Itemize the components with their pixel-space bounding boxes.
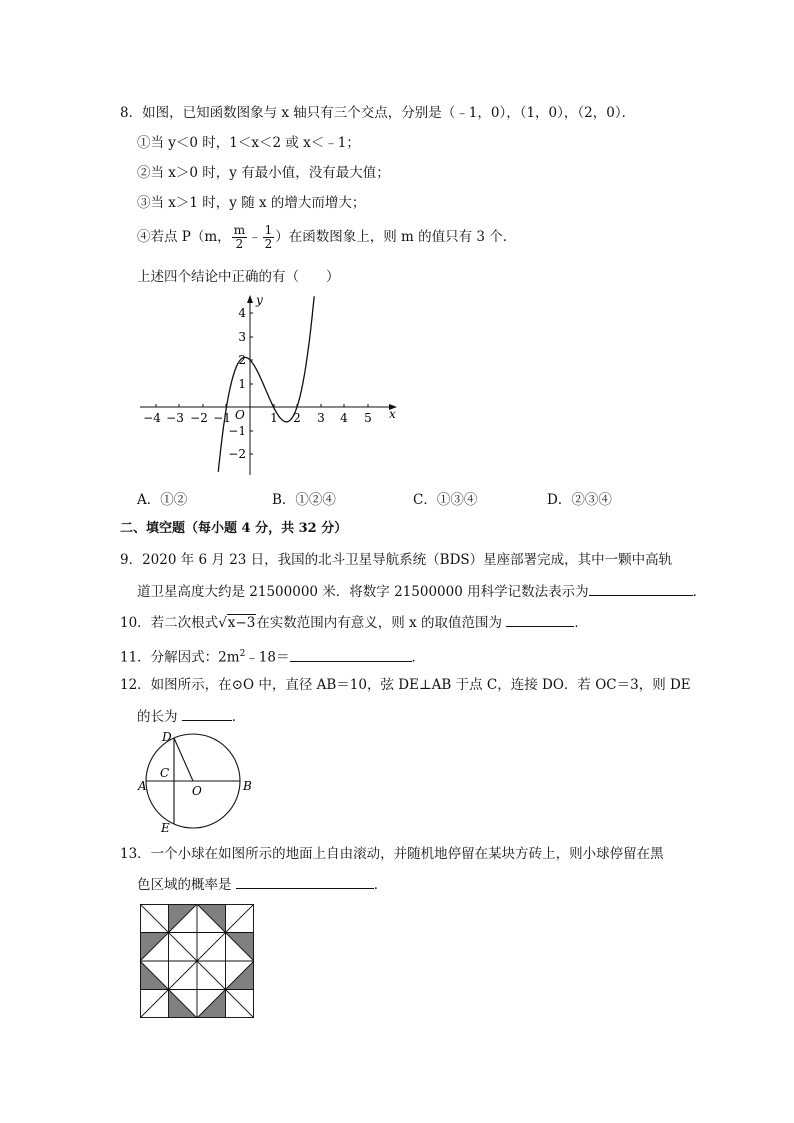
x-axis-label: x [389, 407, 396, 421]
y-tick-label: 3 [238, 330, 246, 344]
circle-diagram [135, 728, 265, 838]
q11-answer-blank[interactable] [290, 648, 412, 662]
x-tick-label: −4 [143, 411, 161, 425]
x-tick-label: 3 [317, 411, 325, 425]
q8-frac2-denominator: 2 [264, 237, 273, 251]
x-tick-label: −1 [213, 411, 231, 425]
q11-suffix: ﹣18＝ [245, 649, 290, 666]
q8-s4-prefix: ④若点 P（m， [137, 229, 231, 245]
q8-fraction-m-over-2 [232, 224, 247, 251]
label-a: A [138, 779, 147, 793]
y-tick-label: 1 [238, 377, 246, 391]
y-tick-label: −2 [228, 447, 246, 461]
q8-frac1-numerator: m [233, 223, 246, 237]
q11-exponent: 2 [239, 649, 246, 659]
function-curve [218, 296, 314, 472]
q8-option-c[interactable]: C．①③④ [413, 492, 478, 508]
label-e: E [161, 821, 170, 835]
q10-suffix: 在实数范围内有意义，则 x 的取值范围为 [256, 615, 503, 631]
x-tick-label: 5 [364, 411, 372, 425]
q10-prefix: 10．若二次根式 [120, 615, 219, 631]
label-o: O [192, 784, 202, 798]
q13-answer-blank[interactable] [236, 875, 374, 889]
function-graph [135, 290, 405, 480]
q8-option-d[interactable]: D．②③④ [547, 492, 612, 508]
q8-statement-4 [137, 224, 516, 251]
q13-line-1: 13．一个小球在如图所示的地面上自由滚动，并随机地停留在某块方砖上，则小球停留在黑 [120, 846, 664, 862]
segment-do [174, 738, 193, 781]
sqrt-radicand: x−3 [227, 615, 256, 631]
q10-line [120, 613, 588, 632]
q11-end: ． [411, 649, 425, 666]
y-tick-label: 2 [238, 353, 246, 367]
q12-line-2 [137, 707, 245, 726]
q11-line [120, 645, 425, 667]
q9-line-2-text: 道卫星高度大约是 21500000 米．将数字 21500000 用科学记数法表示为 [137, 584, 589, 600]
q12-answer-blank[interactable] [182, 707, 232, 721]
q11-prefix: 11．分解因式：2m [120, 649, 240, 666]
q8-frac1-denominator: 2 [235, 237, 244, 251]
q8-option-a[interactable]: A．①② [137, 492, 188, 508]
q12-line-2-text: 的长为 [137, 709, 178, 725]
y-tick-label: 4 [238, 306, 246, 320]
q8-frac2-numerator: 1 [264, 223, 273, 237]
q10-end: ． [574, 615, 588, 631]
q9-line-1: 9．2020 年 6 月 23 日，我国的北斗卫星导航系统（BDS）星座部署完成，其中一颗中高轨 [120, 552, 673, 568]
x-tick-label: −2 [190, 411, 208, 425]
q12-end: ． [231, 709, 246, 725]
q13-line-2 [137, 875, 387, 894]
q8-statement-3: ③当 x＞1 时，y 随 x 的增大而增大； [137, 195, 366, 211]
x-tick-label: 1 [270, 411, 278, 425]
q8-question: 上述四个结论中正确的有（ ） [137, 269, 340, 285]
sqrt-expression: √x−3 [218, 615, 256, 631]
section-2-title: 二、填空题（每小题 4 分，共 32 分） [120, 521, 348, 536]
q8-statement-2: ②当 x＞0 时，y 有最小值，没有最大值； [137, 165, 390, 181]
y-axis-arrow [247, 295, 253, 303]
x-tick-label: 4 [340, 411, 348, 425]
q13-end: ． [373, 877, 388, 893]
label-b: B [243, 779, 252, 793]
q8-fraction-1-over-2 [263, 224, 275, 251]
q8-s4-minus: ﹣ [248, 229, 262, 245]
tile-pattern [140, 904, 254, 1018]
label-d: D [162, 730, 172, 744]
q9-line-2 [137, 582, 706, 601]
q8-s4-suffix: ）在函数图象上，则 m 的值只有 3 个． [275, 229, 517, 245]
x-tick-label: 2 [293, 411, 301, 425]
q9-answer-blank[interactable] [589, 582, 693, 596]
q13-line-2-text: 色区域的概率是 [137, 877, 232, 893]
y-tick-label: −1 [228, 424, 246, 438]
q9-end: ． [692, 584, 707, 600]
label-c: C [160, 766, 170, 780]
q10-answer-blank[interactable] [506, 613, 574, 627]
origin-label: O [235, 408, 245, 422]
q12-line-1: 12．如图所示，在⊙O 中，直径 AB＝10，弦 DE⊥AB 于点 C，连接 DO．若 OC＝3，则 DE [120, 677, 691, 693]
q8-statement-1: ①当 y＜0 时，1＜x＜2 或 x＜﹣1； [137, 135, 360, 151]
q8-option-b[interactable]: B．①②④ [272, 492, 336, 508]
y-axis-label: y [256, 293, 263, 307]
x-tick-label: −3 [166, 411, 184, 425]
q8-stem: 8．如图，已知函数图象与 x 轴只有三个交点，分别是（﹣1，0），（1，0），（2，0）． [120, 105, 636, 121]
